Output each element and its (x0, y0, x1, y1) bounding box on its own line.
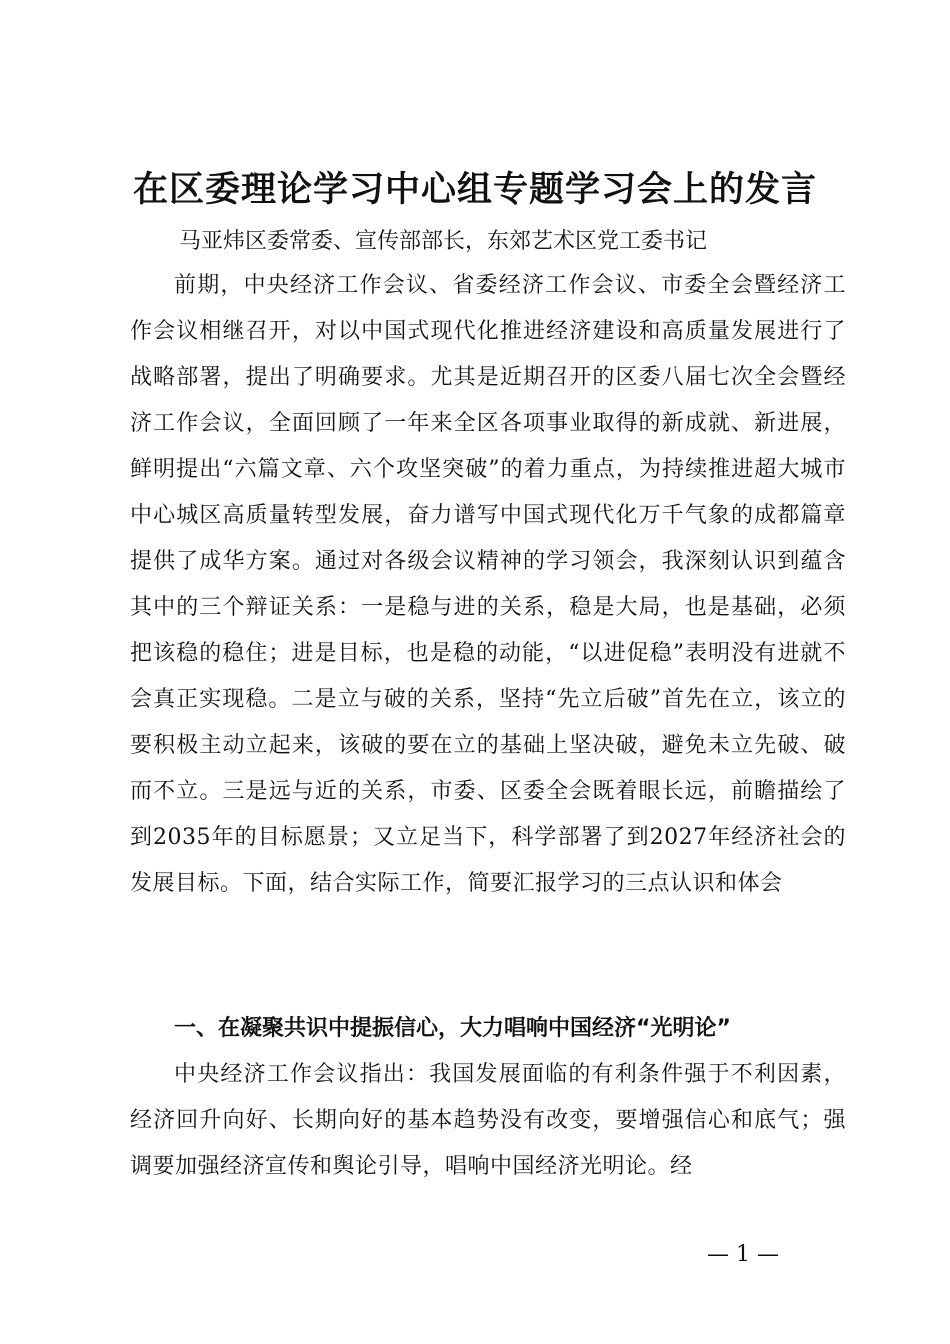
section-heading: 一、在凝聚共识中提振信心，大力唱响中国经济“光明论” (174, 1016, 731, 1041)
document-title: 在区委理论学习中心组专题学习会上的发言 (132, 169, 817, 210)
body-paragraph-section-1: 中央经济工作会议指出：我国发展面临的有利条件强于不利因素，经济回升向好、长期向好的基本趋势没有改变，要增强信心和底气；强调要加强经济宣传和舆论引导，唱响中国经济光明论。经 (130, 1062, 846, 1179)
page-number: — 1 — (707, 1242, 779, 1267)
author-line: 马亚炜区委常委、宣传部部长，东郊艺术区党工委书记 (179, 229, 708, 254)
body-paragraph-intro: 前期，中央经济工作会议、省委经济工作会议、市委全会暨经济工作会议相继召开，对以中国式现代化推进经济建设和高质量发展进行了战略部署，提出了明确要求。尤其是近期召开的区委八届七次全会暨经济工作会议，全面回顾了一年来全区各项事业取得的新成就、新进展，鲜明提出“六篇文章、六个攻坚突破”的着力重点，为持续推进超大城市中心城区高质量转型发展，奋力谱写中国式现代化万千气象的成都篇章提供了成华方案。通过对各级会议精神的学习领会，我深刻认识到蕴含其中的三个辩证关系：一是稳与进的关系，稳是大局，也是基础，必须把该稳的稳住；进是目标，也是稳的动能，“以进促稳”表明没有进就不会真正实现稳。二是立与破的关系，坚持“先立后破”首先在立，该立的要积极主动立起来，该破的要在立的基础上坚决破，避免未立先破、破而不立。三是远与近的关系，市委、区委全会既着眼长远，前瞻描绘了到2035年的目标愿景；又立足当下，科学部署了到2027年经济社会的发展目标。下面，结合实际工作，简要汇报学习的三点认识和体会 (130, 273, 846, 896)
